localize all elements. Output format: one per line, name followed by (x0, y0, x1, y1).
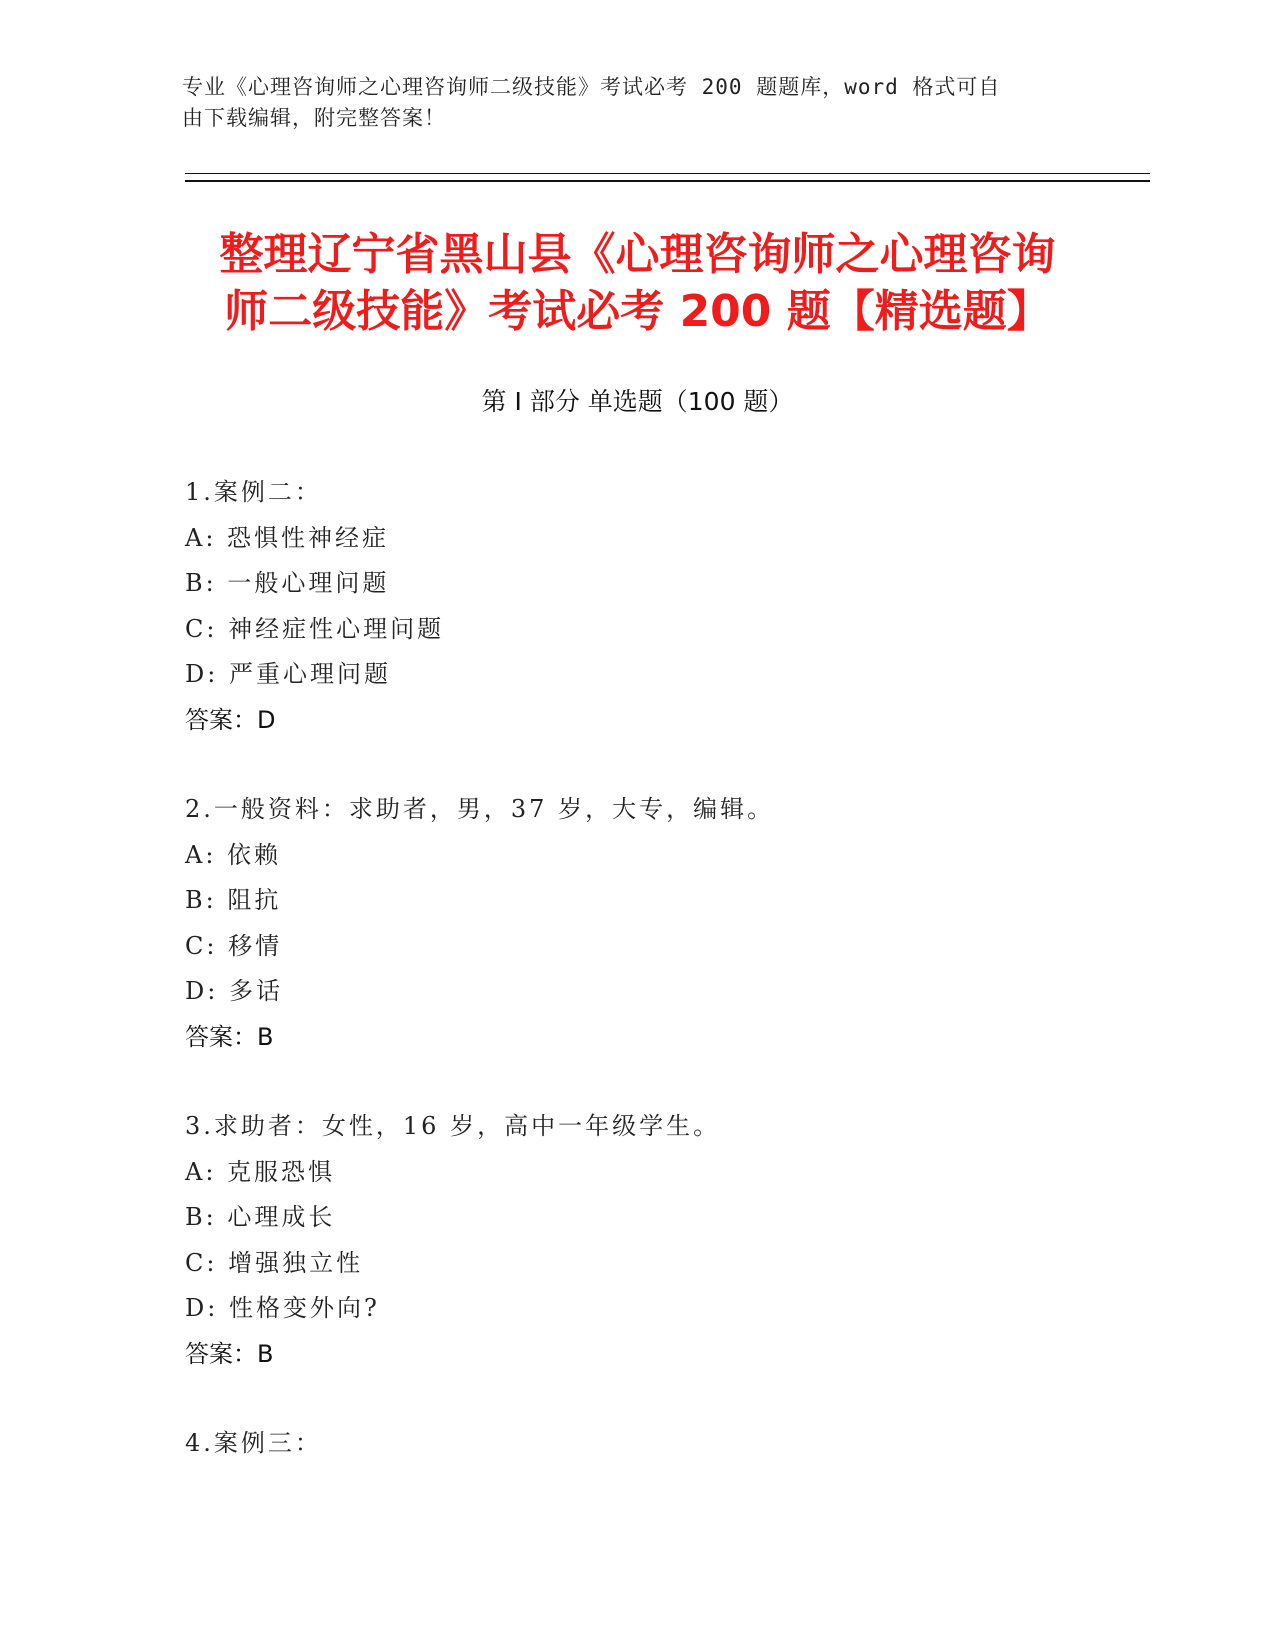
answer-line: 答案：B (185, 1022, 274, 1051)
question-4 (185, 1427, 1145, 1473)
header-note-line-1: 专业《心理咨询师之心理咨询师二级技能》考试必考 200 题题库，word 格式可自 (182, 75, 1001, 99)
header-note-line-2: 由下载编辑，附完整答案！ (182, 106, 446, 130)
option-a: A: 克服恐惧 (185, 1157, 336, 1186)
header-note (182, 72, 1062, 134)
option-b: B: 心理成长 (185, 1203, 336, 1231)
option-c: C: 移情 (185, 931, 283, 960)
answer-line: 答案：D (185, 705, 276, 734)
question-list (185, 476, 1145, 1517)
option-b: B: 一般心理问题 (185, 569, 390, 597)
header-divider-thick (185, 180, 1150, 182)
option-c: C: 增强独立性 (185, 1248, 364, 1277)
option-a: A: 依赖 (185, 840, 282, 869)
header-divider-thin (185, 173, 1150, 174)
answer-line: 答案：B (185, 1339, 274, 1368)
document-title (150, 226, 1125, 340)
question-3 (185, 1110, 1145, 1383)
question-2 (185, 793, 1145, 1066)
section-heading: 第 I 部分 单选题（100 题） (481, 387, 794, 416)
option-b: B: 阻抗 (185, 886, 282, 914)
question-1 (185, 476, 1145, 749)
question-stem: 1.案例二： (185, 478, 322, 506)
option-d: D: 性格变外向? (185, 1294, 380, 1322)
option-d: D: 严重心理问题 (185, 660, 391, 688)
option-c: C: 神经症性心理问题 (185, 614, 445, 643)
document-title-line-1: 整理辽宁省黑山县《心理咨询师之心理咨询 (219, 229, 1056, 280)
question-stem: 3.求助者：女性，16 岁，高中一年级学生。 (185, 1112, 721, 1140)
option-a: A: 恐惧性神经症 (185, 523, 390, 552)
document-title-line-2: 师二级技能》考试必考 200 题【精选题】 (224, 286, 1051, 337)
question-stem: 4.案例三： (185, 1429, 322, 1457)
question-stem: 2.一般资料：求助者，男，37 岁，大专，编辑。 (185, 795, 775, 823)
option-d: D: 多话 (185, 977, 283, 1005)
